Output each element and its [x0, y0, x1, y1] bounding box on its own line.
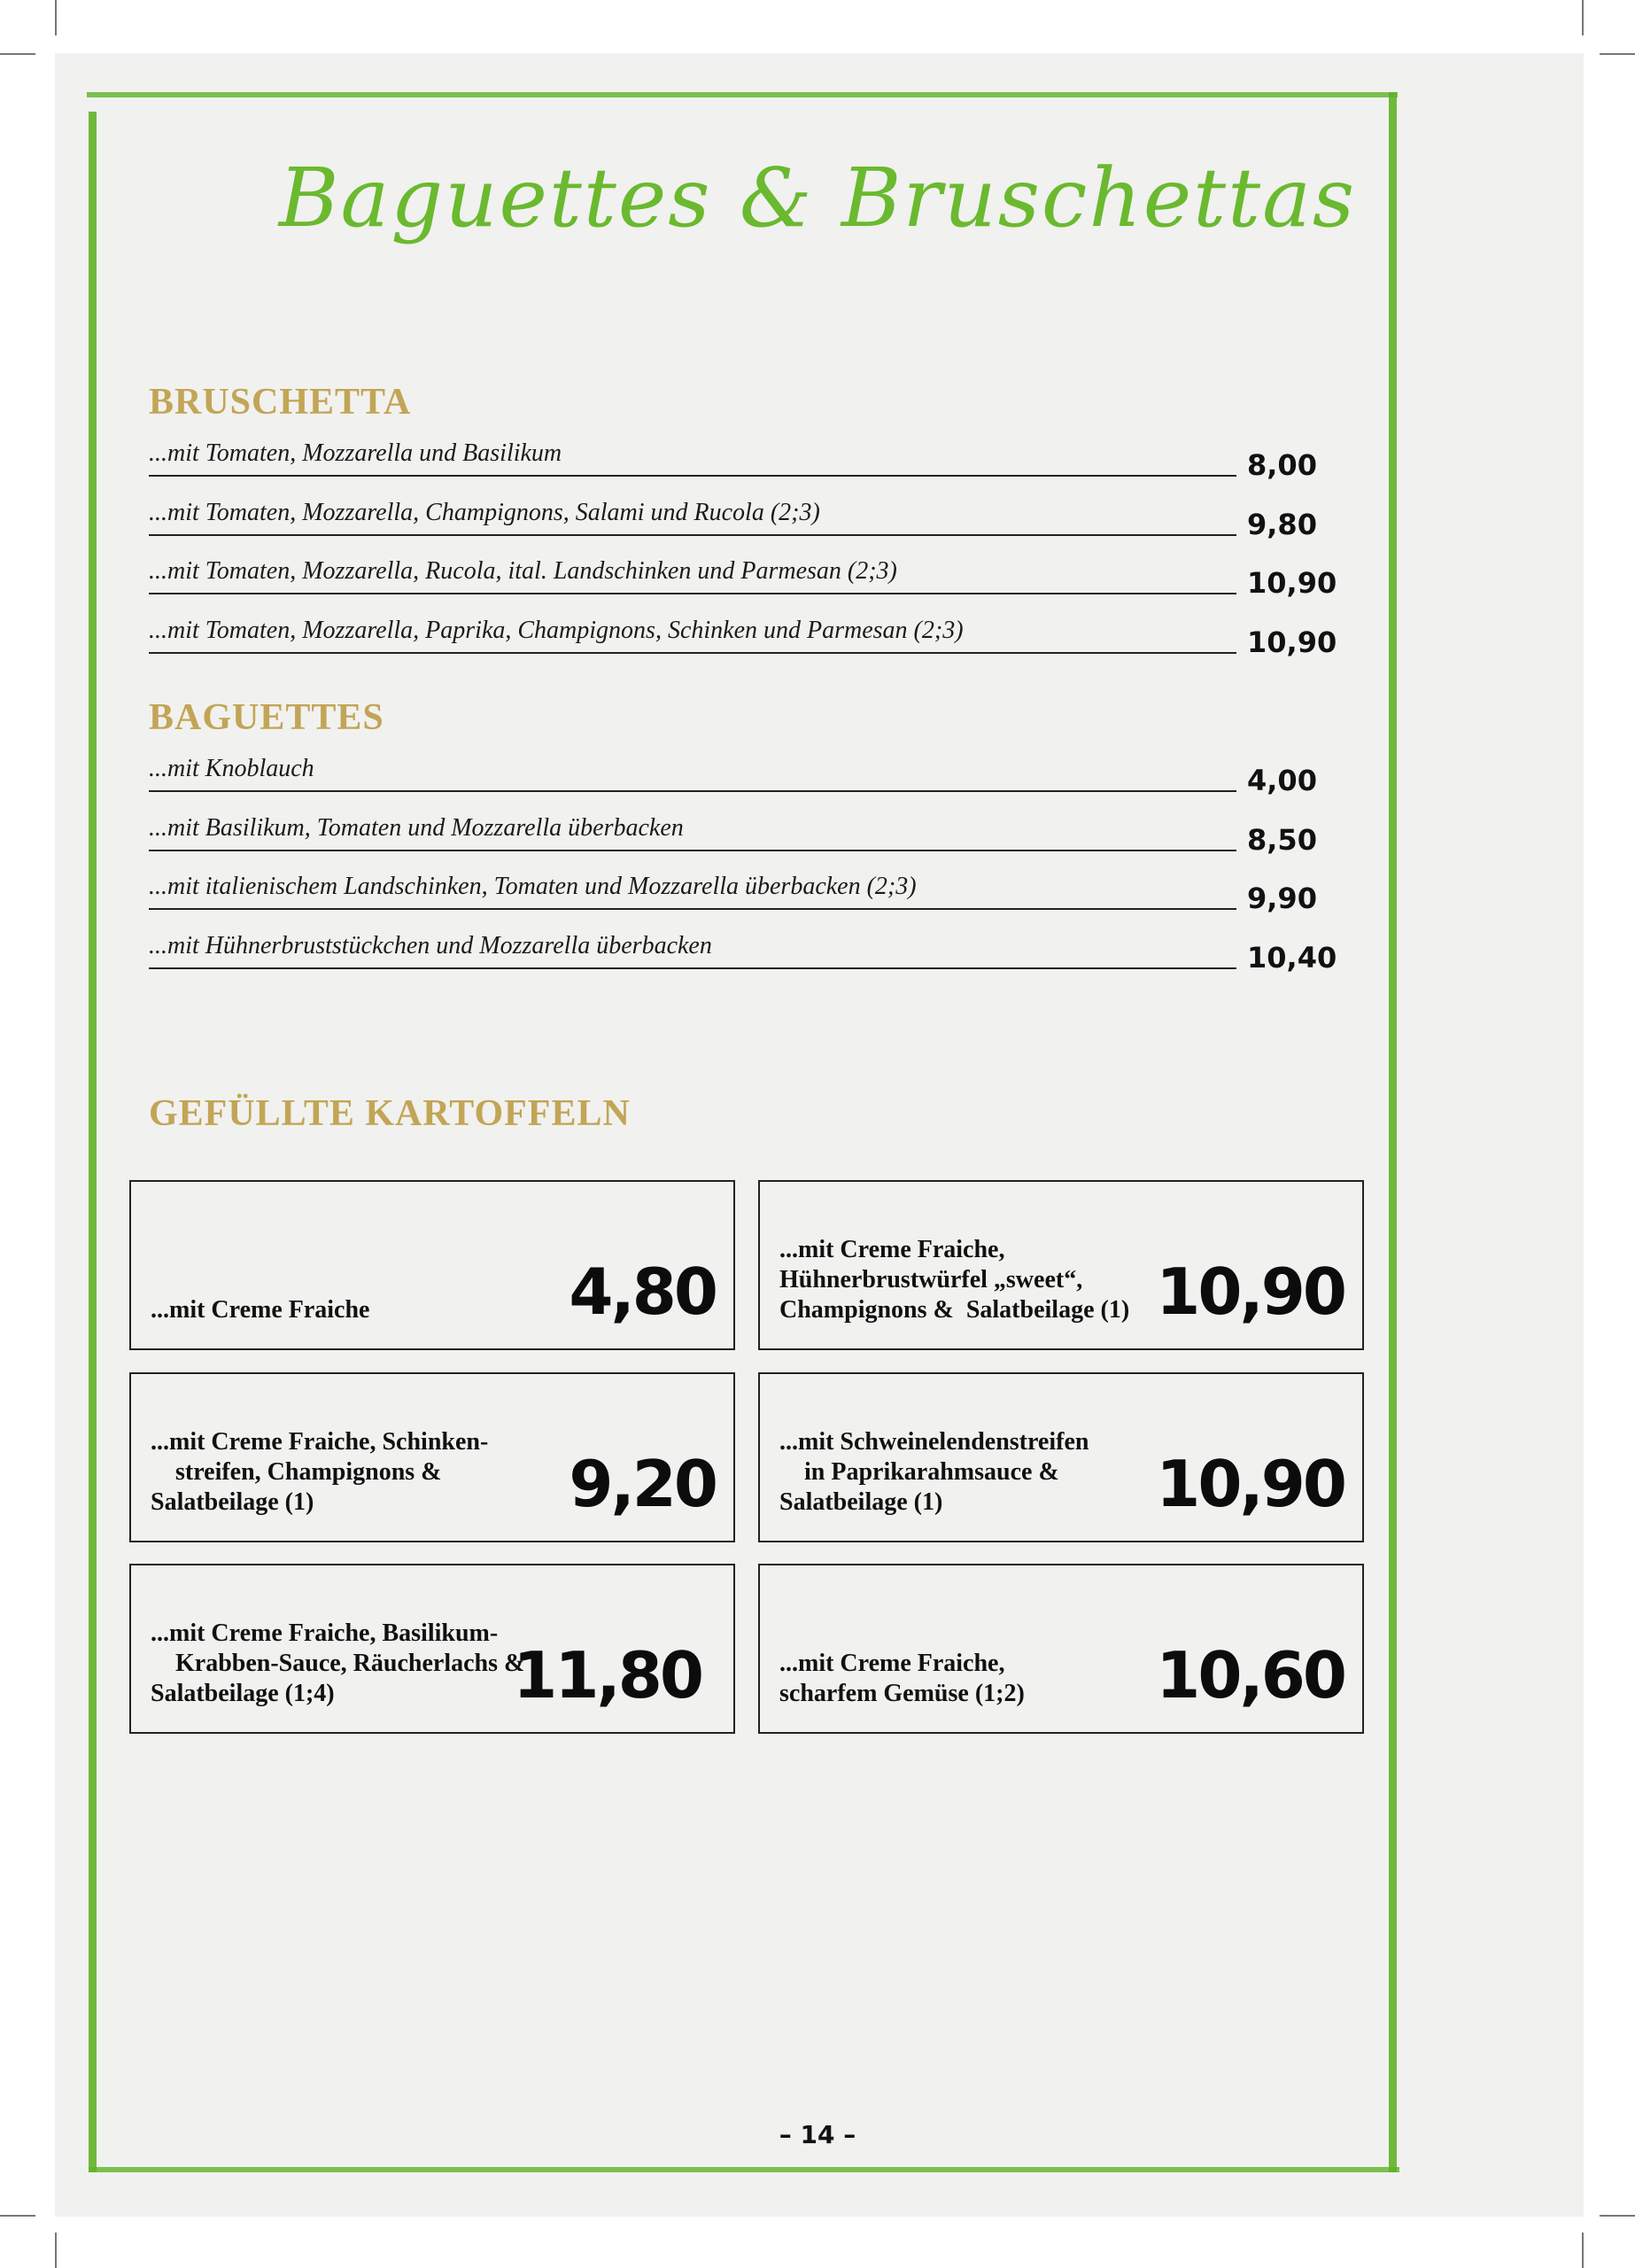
item-price: 9,80 [1247, 508, 1317, 541]
section-heading-kartoffeln: GEFÜLLTE KARTOFFELN [149, 1093, 631, 1134]
crop-mark [55, 2233, 57, 2268]
section-heading-baguettes: BAGUETTES [149, 697, 384, 738]
frame-bottom [89, 2167, 1399, 2172]
section-heading-bruschetta: BRUSCHETTA [149, 382, 412, 423]
item-price: 8,50 [1247, 823, 1317, 857]
divider [149, 850, 1236, 851]
item-description: ...mit Knoblauch [149, 755, 314, 782]
menu-item [149, 873, 1336, 926]
item-price: 10,40 [1247, 941, 1337, 975]
menu-item [149, 814, 1336, 867]
page-title: Baguettes & Bruschettas [278, 151, 1357, 245]
item-price: 10,90 [1247, 566, 1337, 600]
box-price: 4,80 [569, 1254, 716, 1329]
box-description: ...mit Creme Fraiche, Hühnerbrustwürfel „sweet“, Champignons & Salatbeilage (1) [779, 1236, 1130, 1324]
item-description: ...mit Tomaten, Mozzarella, Rucola, ital. Landschinken und Parmesan (2;3) [149, 557, 897, 585]
item-description: ...mit Hühnerbruststückchen und Mozzarella überbacken [149, 932, 712, 959]
divider [149, 652, 1236, 654]
item-description: ...mit italienischem Landschinken, Tomaten und Mozzarella überbacken (2;3) [149, 873, 917, 900]
crop-mark [0, 2215, 35, 2217]
item-description: ...mit Tomaten, Mozzarella und Basilikum [149, 439, 562, 467]
divider [149, 534, 1236, 536]
box-description: ...mit Creme Fraiche, Schinken- streifen, Champignons & Salatbeilage (1) [151, 1428, 489, 1516]
item-price: 10,90 [1247, 625, 1337, 659]
frame-left [89, 112, 97, 2172]
item-description: ...mit Tomaten, Mozzarella, Paprika, Champignons, Schinken und Parmesan (2;3) [149, 617, 964, 644]
crop-mark [55, 0, 57, 35]
kartoffel-box [129, 1564, 735, 1734]
frame-top [87, 92, 1398, 97]
kartoffel-box [758, 1564, 1364, 1734]
item-description: ...mit Tomaten, Mozzarella, Champignons, Salami und Rucola (2;3) [149, 499, 820, 526]
box-description: ...mit Creme Fraiche, Basilikum- Krabben-Sauce, Räucherlachs & Salatbeilage (1;4) [151, 1619, 525, 1707]
menu-item [149, 932, 1336, 985]
crop-mark [1582, 2233, 1584, 2268]
menu-item [149, 499, 1336, 552]
menu-item [149, 755, 1336, 808]
item-price: 8,00 [1247, 448, 1317, 482]
divider [149, 475, 1236, 477]
kartoffel-box [758, 1180, 1364, 1350]
kartoffel-box [129, 1372, 735, 1542]
divider [149, 908, 1236, 910]
crop-mark [1600, 2215, 1635, 2217]
crop-mark [0, 53, 35, 55]
box-price: 10,90 [1156, 1254, 1344, 1329]
item-price: 9,90 [1247, 882, 1317, 915]
menu-page [55, 53, 1584, 2217]
box-price: 10,90 [1156, 1447, 1344, 1521]
menu-item [149, 557, 1336, 610]
divider [149, 593, 1236, 594]
box-price: 10,60 [1156, 1638, 1344, 1713]
divider [149, 967, 1236, 969]
item-price: 4,00 [1247, 764, 1317, 797]
box-description: ...mit Schweinelendenstreifen in Paprikarahmsauce & Salatbeilage (1) [779, 1428, 1089, 1516]
kartoffel-box [129, 1180, 735, 1350]
divider [149, 790, 1236, 792]
crop-mark [1600, 53, 1635, 55]
page-number: – 14 – [779, 2120, 856, 2149]
box-price: 9,20 [569, 1447, 716, 1521]
box-description: ...mit Creme Fraiche [151, 1296, 370, 1324]
menu-item [149, 439, 1336, 493]
box-description: ...mit Creme Fraiche, scharfem Gemüse (1;2) [779, 1650, 1025, 1707]
item-description: ...mit Basilikum, Tomaten und Mozzarella überbacken [149, 814, 684, 842]
crop-mark [1582, 0, 1584, 35]
box-price: 11,80 [513, 1638, 701, 1713]
kartoffel-box [758, 1372, 1364, 1542]
frame-right [1389, 92, 1397, 2172]
menu-item [149, 617, 1336, 670]
